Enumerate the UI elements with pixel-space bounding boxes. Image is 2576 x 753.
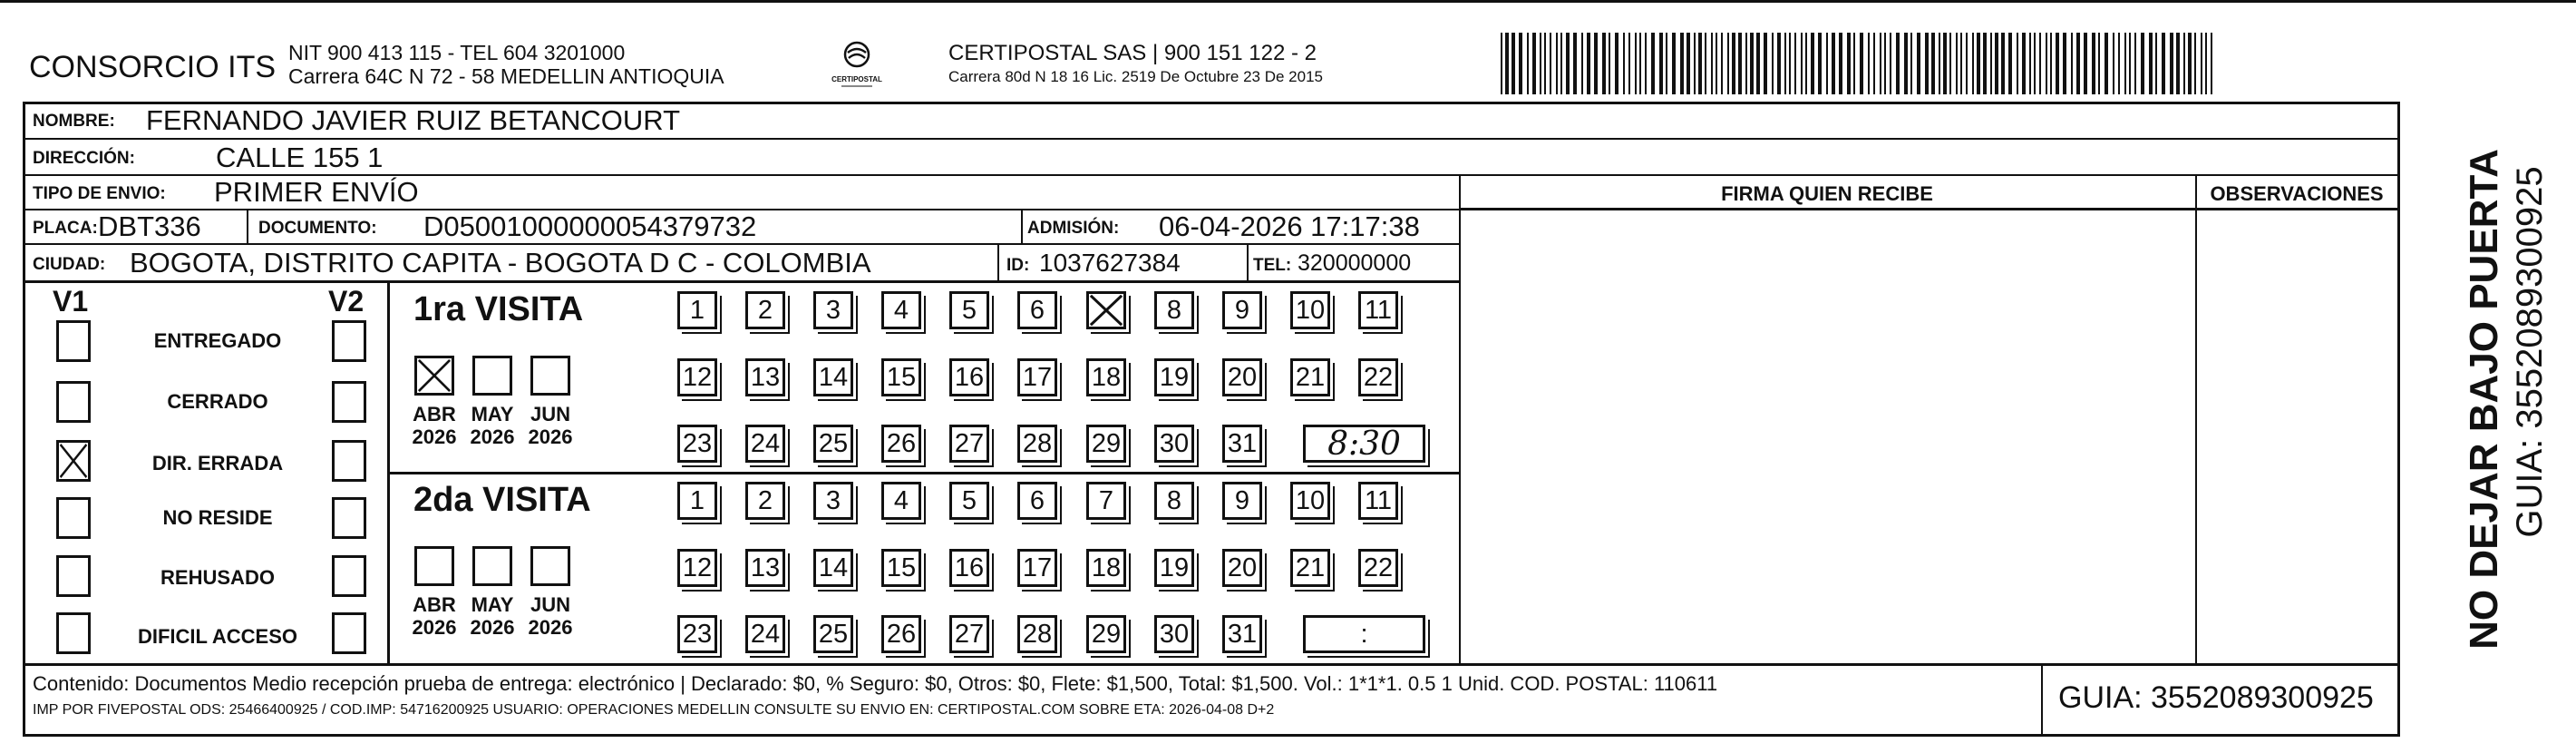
visit-1-day-12[interactable]: 12 [677, 358, 717, 396]
v2-checkbox-3[interactable] [332, 440, 366, 482]
visit-1-day-28[interactable]: 28 [1017, 425, 1057, 463]
top-rule [0, 0, 2576, 3]
visit-1-month-jun-checkbox[interactable] [530, 356, 570, 396]
visit-2-day-10[interactable]: 10 [1290, 482, 1330, 520]
visit-2-month-label: JUN 2026 [528, 593, 573, 640]
visit-2-month-label: MAY 2026 [470, 593, 515, 640]
placa-label: PLACA: [33, 219, 98, 238]
status-option-label: ENTREGADO [153, 329, 282, 352]
visit-1-day-17[interactable]: 17 [1017, 358, 1057, 396]
visit-2-day-5[interactable]: 5 [949, 482, 989, 520]
tipo-envio-label: TIPO DE ENVIO: [33, 184, 166, 203]
visit-1-day-30[interactable]: 30 [1154, 425, 1194, 463]
firma-area[interactable] [1462, 210, 2194, 662]
visit-2-day-8[interactable]: 8 [1154, 482, 1194, 520]
certipostal-logo [831, 38, 882, 93]
visit-1-day-23[interactable]: 23 [677, 425, 717, 463]
ciudad-value: BOGOTA, DISTRITO CAPITA - BOGOTA D C - COLOMBIA [130, 247, 871, 279]
visit-2-day-3[interactable]: 3 [813, 482, 853, 520]
visit-1-day-9[interactable]: 9 [1222, 291, 1262, 329]
footer-guia-divider [2041, 665, 2043, 736]
admision-value: 06-04-2026 17:17:38 [1159, 210, 1420, 242]
visit-1-day-6[interactable]: 6 [1017, 291, 1057, 329]
visit-2-day-31[interactable]: 31 [1222, 615, 1262, 653]
visit-2-month-label: ABR 2026 [412, 593, 457, 640]
visit-1-day-11[interactable]: 11 [1358, 291, 1398, 329]
status-option-label: CERRADO [167, 390, 268, 413]
visit-2-day-16[interactable]: 16 [949, 549, 989, 587]
visit-1-day-13[interactable]: 13 [745, 358, 785, 396]
no-dejar-bajo-puerta: NO DEJAR BAJO PUERTA [2462, 149, 2506, 650]
ciudad-label: CIUDAD: [33, 255, 106, 274]
firma-left-border [1459, 174, 1461, 665]
visit-2-day-7[interactable]: 7 [1086, 482, 1126, 520]
v2-label: V2 [328, 285, 365, 318]
company-name: CONSORCIO ITS [29, 50, 277, 84]
visit-2-day-20[interactable]: 20 [1222, 549, 1262, 587]
v2-checkbox-6[interactable] [332, 612, 366, 654]
visit-2-day-28[interactable]: 28 [1017, 615, 1057, 653]
footer-line1: Contenido: Documentos Medio recepción prueba de entrega: electrónico | Declarado: $0, % Seguro: $0, Otros: $0, Flete: $1,500, Total: $1,500. Vol.: 1*1*1. 0.5 1 Unid. COD. POSTAL: 110611 [33, 672, 1718, 695]
visit-1-day-19[interactable]: 19 [1154, 358, 1194, 396]
visit-2-title: 2da VISITA [413, 481, 591, 519]
frame-left [23, 102, 25, 737]
visit-1-day-4[interactable]: 4 [881, 291, 921, 329]
visit-2-day-18[interactable]: 18 [1086, 549, 1126, 587]
tipo-envio-value: PRIMER ENVÍO [214, 176, 419, 208]
visit-1-day-14[interactable]: 14 [813, 358, 853, 396]
v2-checkbox-1[interactable] [332, 320, 366, 362]
visit-1-month-may-checkbox[interactable] [472, 356, 512, 396]
observaciones-header: OBSERVACIONES [2210, 182, 2384, 205]
visit-1-month-label: ABR 2026 [412, 403, 457, 449]
id-divider [997, 244, 999, 280]
visit-1-day-24[interactable]: 24 [745, 425, 785, 463]
status-option-label: DIR. ERRADA [151, 452, 284, 474]
frame-bottom [23, 734, 2400, 737]
columns-header-line [1459, 208, 2400, 210]
tel-value: 320000000 [1298, 250, 1412, 276]
status-option-label: DIFICIL ACCESO [137, 625, 297, 648]
row1-line [23, 138, 2400, 140]
nombre-label: NOMBRE: [33, 112, 115, 131]
direccion-value: CALLE 155 1 [216, 142, 384, 173]
visit-1-month-label: MAY 2026 [470, 403, 515, 449]
visit-1-day-3[interactable]: 3 [813, 291, 853, 329]
footer-line2: IMP POR FIVEPOSTAL ODS: 25466400925 / COD.IMP: 54716200925 USUARIO: OPERACIONES MEDELLIN CONSULTE SU ENVIO EN: CERTIPOSTAL.COM SOBRE ETA: 2026-04-08 D+2 [33, 702, 1275, 718]
admision-divider [1021, 210, 1023, 244]
visit-2-day-27[interactable]: 27 [949, 615, 989, 653]
status-option-label: REHUSADO [160, 566, 275, 589]
visit-1-day-25[interactable]: 25 [813, 425, 853, 463]
visit-2-day-19[interactable]: 19 [1154, 549, 1194, 587]
documento-value: D05001000000054379732 [423, 210, 757, 242]
v1-checkbox-6[interactable] [56, 612, 91, 654]
visit-1-day-15[interactable]: 15 [881, 358, 921, 396]
visit-2-day-26[interactable]: 26 [881, 615, 921, 653]
visit-1-day-31[interactable]: 31 [1222, 425, 1262, 463]
visit-1-day-20[interactable]: 20 [1222, 358, 1262, 396]
visit-1-time-field[interactable]: 8:30 [1303, 425, 1425, 463]
visit-2-day-11[interactable]: 11 [1358, 482, 1398, 520]
placa-value: DBT336 [98, 210, 201, 242]
obs-left-border [2195, 174, 2197, 665]
v2-checkbox-5[interactable] [332, 555, 366, 597]
visit-2-day-29[interactable]: 29 [1086, 615, 1126, 653]
visit-1-day-21[interactable]: 21 [1290, 358, 1330, 396]
direccion-label: DIRECCIÓN: [33, 149, 135, 168]
visit-2-day-17[interactable]: 17 [1017, 549, 1057, 587]
visit-2-time-field[interactable]: : [1303, 615, 1425, 653]
visit-1-day-7[interactable] [1086, 291, 1126, 329]
v1-checkbox-2[interactable] [56, 381, 91, 423]
visit-2-day-14[interactable]: 14 [813, 549, 853, 587]
address-line: Carrera 64C N 72 - 58 MEDELLIN ANTIOQUIA [288, 64, 724, 88]
v1-checkbox-5[interactable] [56, 555, 91, 597]
visit-1-month-label: JUN 2026 [528, 403, 573, 449]
visit-2-day-12[interactable]: 12 [677, 549, 717, 587]
visit-2-day-15[interactable]: 15 [881, 549, 921, 587]
v2-checkbox-2[interactable] [332, 381, 366, 423]
visit-2-day-24[interactable]: 24 [745, 615, 785, 653]
v1-label: V1 [53, 285, 89, 318]
visit-2-day-9[interactable]: 9 [1222, 482, 1262, 520]
visit-1-day-1[interactable]: 1 [677, 291, 717, 329]
visit-2-day-1[interactable]: 1 [677, 482, 717, 520]
svg-text:CERTIPOSTAL: CERTIPOSTAL [831, 75, 882, 83]
visit-2-day-6[interactable]: 6 [1017, 482, 1057, 520]
firma-header: FIRMA QUIEN RECIBE [1721, 182, 1933, 205]
visit-2-day-2[interactable]: 2 [745, 482, 785, 520]
nit-line: NIT 900 413 115 - TEL 604 3201000 [288, 41, 626, 64]
visit-1-day-18[interactable]: 18 [1086, 358, 1126, 396]
visit-2-month-jun-checkbox[interactable] [530, 546, 570, 586]
id-value: 1037627384 [1039, 249, 1181, 277]
visit-1-day-16[interactable]: 16 [949, 358, 989, 396]
visit-1-title: 1ra VISITA [413, 290, 584, 328]
v2-checkbox-4[interactable] [332, 497, 366, 539]
id-label: ID: [1006, 256, 1030, 275]
documento-label: DOCUMENTO: [258, 219, 377, 238]
admision-label: ADMISIÓN: [1027, 219, 1120, 238]
visit-1-day-8[interactable]: 8 [1154, 291, 1194, 329]
v1-checkbox-4[interactable] [56, 497, 91, 539]
visit-2-day-21[interactable]: 21 [1290, 549, 1330, 587]
visit-2-month-abr-checkbox[interactable] [414, 546, 454, 586]
visit-2-day-13[interactable]: 13 [745, 549, 785, 587]
visit-2-day-4[interactable]: 4 [881, 482, 921, 520]
barcode [1501, 33, 2217, 94]
visit-1-day-27[interactable]: 27 [949, 425, 989, 463]
certipostal-line1: CERTIPOSTAL SAS | 900 151 122 - 2 [948, 41, 1317, 65]
visit-1-day-22[interactable]: 22 [1358, 358, 1398, 396]
visit-1-month-abr-checkbox[interactable] [414, 356, 454, 396]
certipostal-line2: Carrera 80d N 18 16 Lic. 2519 De Octubre 23 De 2015 [948, 68, 1323, 85]
v1-checkbox-3[interactable] [56, 440, 91, 482]
tel-divider [1247, 244, 1249, 280]
visit-1-day-10[interactable]: 10 [1290, 291, 1330, 329]
visit-2-day-25[interactable]: 25 [813, 615, 853, 653]
visit-1-day-26[interactable]: 26 [881, 425, 921, 463]
visit-2-month-may-checkbox[interactable] [472, 546, 512, 586]
visit-1-day-29[interactable]: 29 [1086, 425, 1126, 463]
v1-checkbox-1[interactable] [56, 320, 91, 362]
footer-top-line [23, 663, 2400, 666]
row4-line [23, 243, 1461, 245]
nombre-value: FERNANDO JAVIER RUIZ BETANCOURT [146, 104, 681, 136]
visit-2-day-23[interactable]: 23 [677, 615, 717, 653]
visit-2-day-22[interactable]: 22 [1358, 549, 1398, 587]
visit-divider [388, 472, 1461, 474]
side-guia: GUIA: 3552089300925 [2510, 166, 2550, 538]
visit-1-day-2[interactable]: 2 [745, 291, 785, 329]
footer-guia: GUIA: 3552089300925 [2058, 680, 2374, 715]
visit-1-day-5[interactable]: 5 [949, 291, 989, 329]
visit-2-day-30[interactable]: 30 [1154, 615, 1194, 653]
placa-divider [247, 210, 248, 244]
tel-label: TEL: [1253, 256, 1292, 275]
observaciones-area[interactable] [2198, 210, 2396, 662]
row5-line [23, 280, 1461, 283]
status-option-label: NO RESIDE [162, 506, 273, 529]
